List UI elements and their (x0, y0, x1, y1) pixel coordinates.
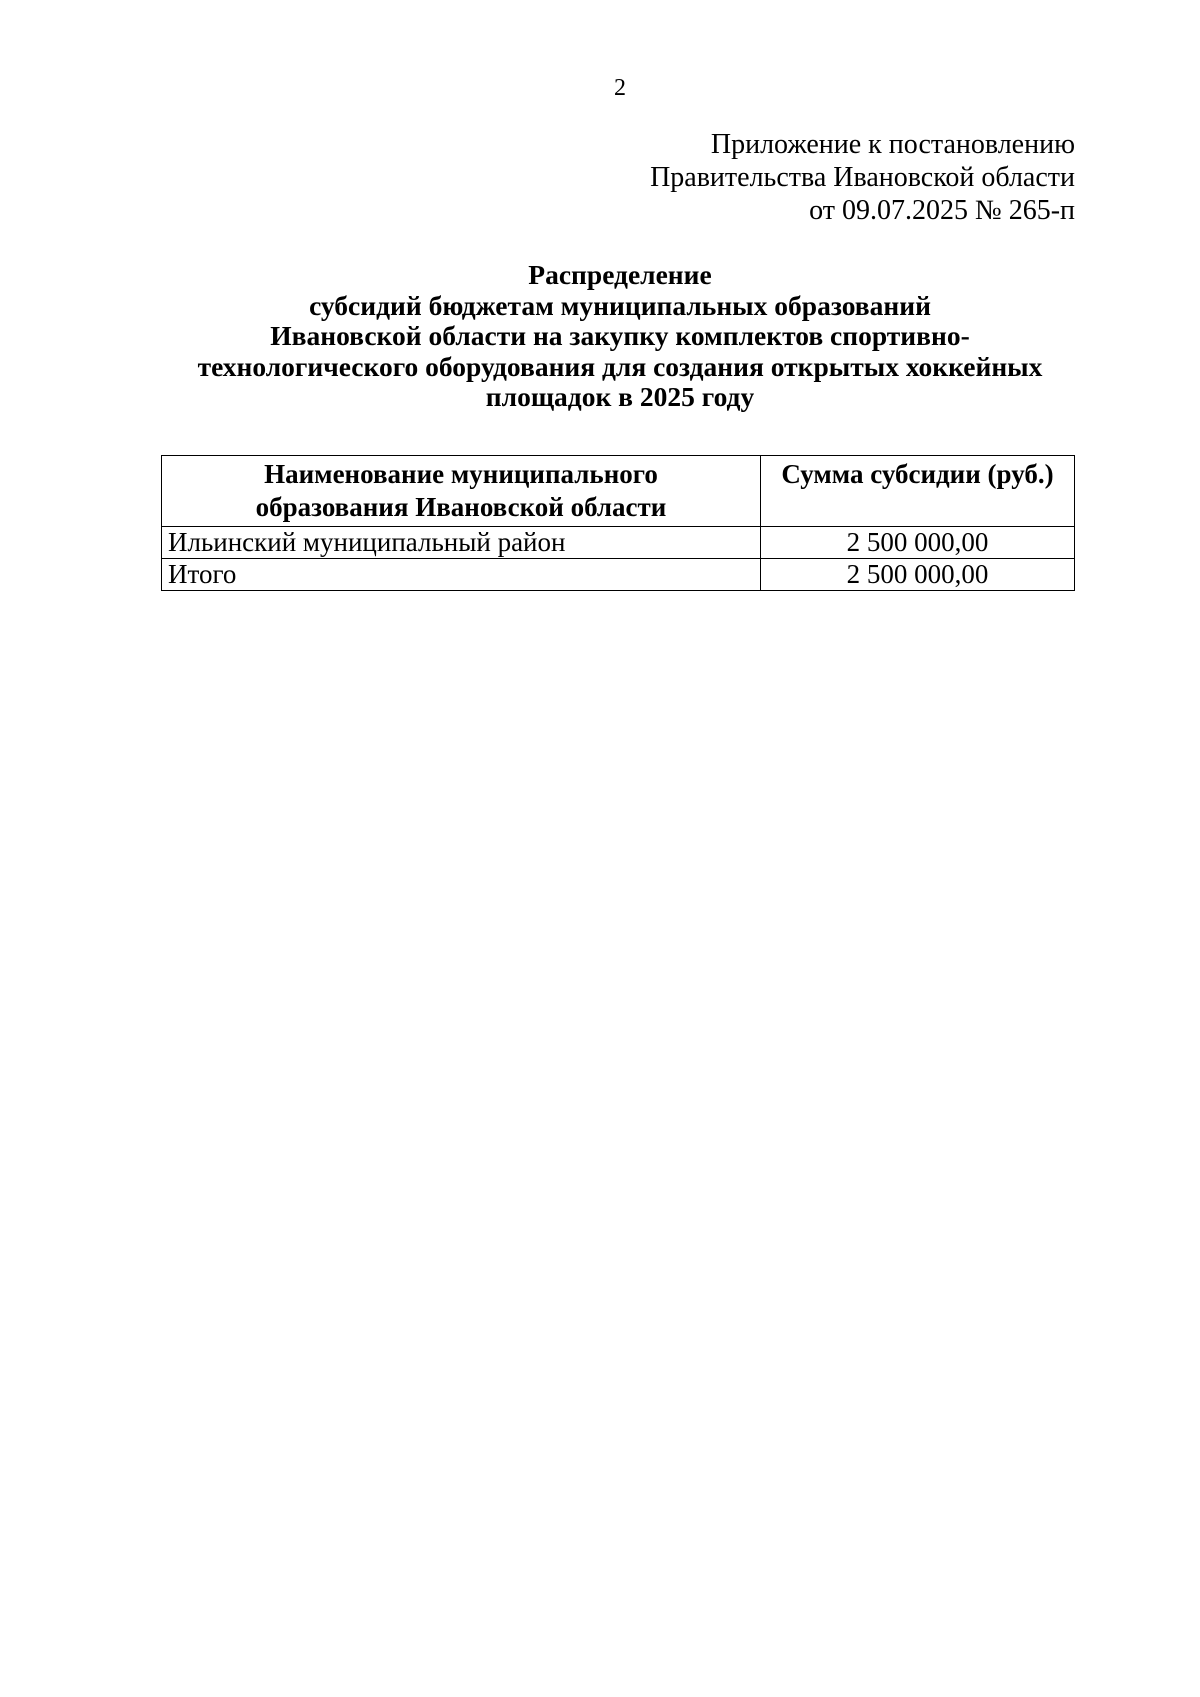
subsidy-table (161, 455, 1075, 591)
header-text: образования Ивановской области (255, 492, 667, 522)
total-amount-cell: 2 500 000,00 (761, 559, 1075, 591)
appendix-line: Приложение к постановлению (710, 129, 1075, 160)
appendix-reference (650, 128, 1075, 227)
title-line: Распределение (528, 259, 712, 290)
appendix-line: Правительства Ивановской области (650, 162, 1075, 193)
table-header-row (162, 456, 1075, 527)
table-row (162, 527, 1075, 559)
appendix-line: от 09.07.2025 № 265-п (809, 195, 1075, 226)
page-number: 2 (614, 75, 626, 101)
header-text: Наименование муниципального (264, 459, 658, 489)
title-line: площадок в 2025 году (485, 381, 755, 412)
title-line: технологического оборудования для создания открытых хоккейных (197, 350, 1043, 382)
title-line: субсидий бюджетам муниципальных образований (309, 289, 931, 321)
total-label-cell: Итого (162, 559, 761, 591)
title-line: Ивановской области на закупку комплектов спортивно- (270, 320, 970, 351)
column-header-amount: Сумма субсидии (руб.) (761, 456, 1075, 527)
column-header-municipality (162, 456, 761, 527)
table-row-total (162, 559, 1075, 591)
municipality-cell: Ильинский муниципальный район (162, 527, 761, 559)
amount-cell: 2 500 000,00 (761, 527, 1075, 559)
document-title (160, 260, 1080, 413)
